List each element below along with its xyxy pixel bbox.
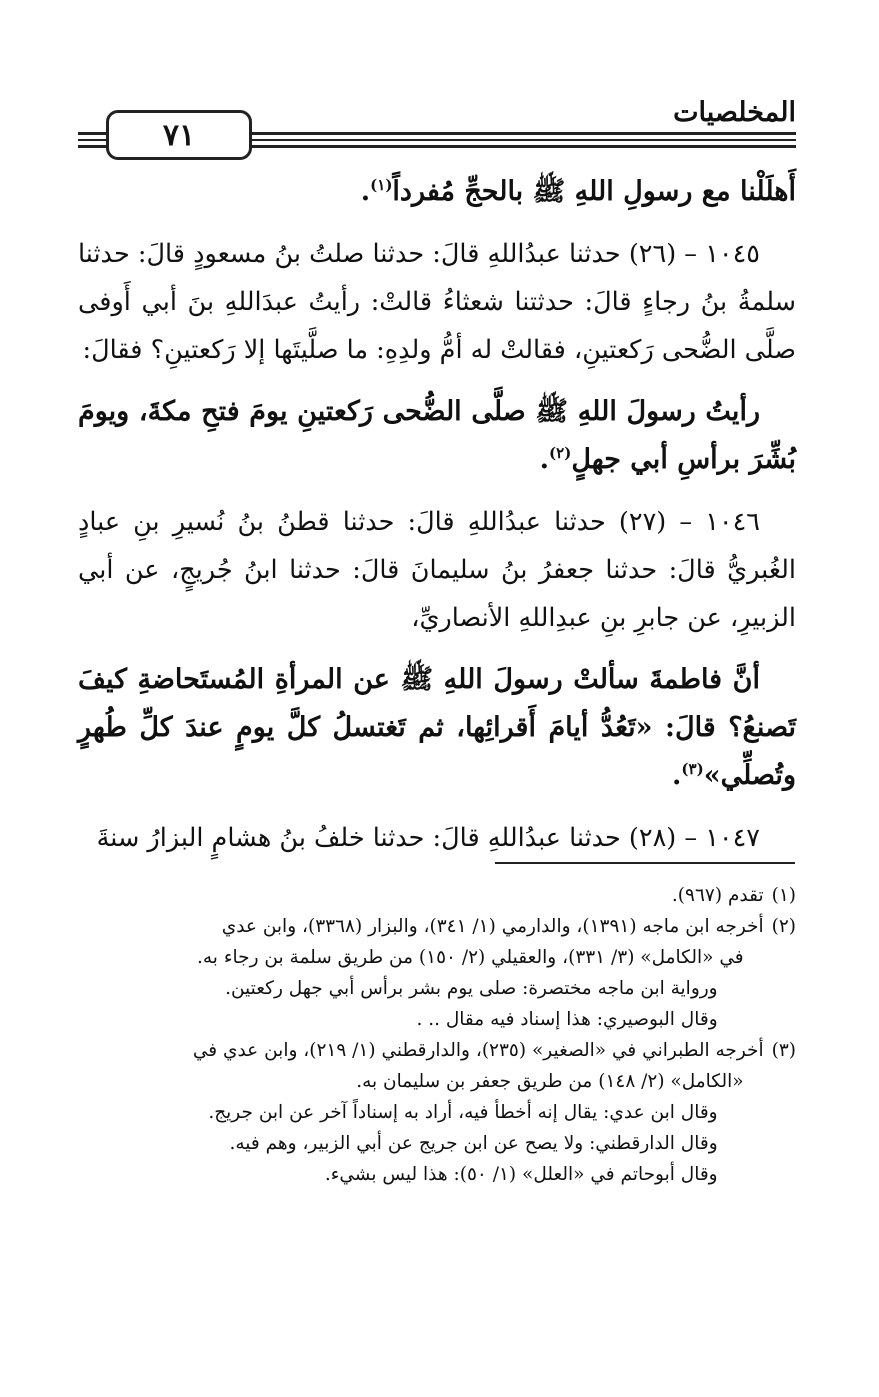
footnote-line: «الكامل» (٢/ ١٤٨) من طريق جعفر بن سليمان به. (356, 1071, 744, 1092)
footnote-item (78, 1035, 796, 1190)
footnote-marker: (٢) (549, 444, 572, 462)
footnote-line: وقال أبوحاتم في «العلل» (١/ ٥٠): هذا ليس بشيء. (324, 1164, 718, 1185)
footnote-line: وقال ابن عدي: يقال إنه أخطأ فيه، أراد به إسناداً آخر عن ابن جريج. (208, 1102, 718, 1123)
footnote-number: (١) (771, 885, 796, 906)
footnotes (78, 880, 796, 1190)
isnad-paragraph: ١٠٤٧ – (٢٨) حدثنا عبدُاللهِ قالَ: حدثنا خلفُ بنُ هشامٍ البزارُ سنةَ (96, 823, 760, 853)
footnote-number: (٣) (771, 1040, 796, 1061)
footnote-item (78, 880, 796, 911)
footnote-line: ورواية ابن ماجه مختصرة: صلى يوم بشر برأس أبي جهل ركعتين. (225, 978, 718, 999)
footnote-line: أخرجه الطبراني في «الصغير» (٢٣٥)، والدارقطني (١/ ٢١٩)، وابن عدي في (192, 1040, 764, 1061)
page-header (78, 96, 796, 166)
main-text (78, 168, 796, 876)
footnote-item (78, 911, 796, 1035)
footnote-separator (495, 862, 795, 864)
footnote-marker: (١) (370, 176, 393, 194)
isnad-paragraph: ١٠٤٦ – (٢٧) حدثنا عبدُاللهِ قالَ: حدثنا قطنُ بنُ نُسيرِ بنِ عبادٍ الغُبريُّ قالَ: حدثنا جعفرُ بنُ سليمانَ قالَ: حدثنا ابنُ جُريجٍ، عن أبي الزبيرِ، عن جابرِ بنِ عبدِاللهِ الأنصاريِّ، (78, 507, 796, 633)
hadith-text: أَهلَلْنا مع رسولِ اللهِ ﷺ بالحجِّ مُفرداً$^{(١)}$. (360, 176, 796, 207)
page-number: ٧١ (106, 110, 252, 160)
isnad-paragraph: ١٠٤٥ – (٢٦) حدثنا عبدُاللهِ قالَ: حدثنا صلتُ بنُ مسعودٍ قالَ: حدثنا سلمةُ بنُ رجاءٍ قالَ: حدثتنا شعثاءُ قالتْ: رأيتُ عبدَاللهِ بنَ أبي أَوفى صلَّى الضُّحى رَكعتينِ، فقالتْ له أمُّ ولدِهِ: ما صلَّيتَها إلا رَكعتينِ؟ فقالَ: (78, 239, 796, 365)
hadith-text: رأيتُ رسولَ اللهِ ﷺ صلَّى الضُّحى رَكعتينِ يومَ فتحِ مكةَ، ويومَ بُشِّرَ برأسِ أبي جهلٍ$^{(٢)}$. (78, 396, 796, 475)
running-title: المخلصيات (663, 96, 796, 130)
footnote-line: في «الكامل» (٣/ ٣٣١)، والعقيلي (٢/ ١٥٠) من طريق سلمة بن رجاء به. (197, 947, 744, 968)
footnote-line: تقدم (٩٦٧). (671, 885, 764, 906)
footnote-marker: (٣) (681, 760, 704, 778)
hadith-text: أنَّ فاطمةَ سألتْ رسولَ اللهِ ﷺ عن المرأةِ المُستَحاضةِ كيفَ تَصنعُ؟ قالَ: «تَعُدُّ أيامَ أَقرائِها، ثم تَغتسلُ كلَّ يومٍ عندَ كلِّ طُهرٍ وتُصلِّي»$^{(٣)}$. (78, 664, 796, 791)
footnote-line: وقال الدارقطني: ولا يصح عن ابن جريج عن أبي الزبير، وهم فيه. (229, 1133, 718, 1154)
footnote-line: وقال البوصيري: هذا إسناد فيه مقال .. . (416, 1009, 718, 1030)
footnote-line: أخرجه ابن ماجه (١٣٩١)، والدارمي (١/ ٣٤١)، والبزار (٣٣٦٨)، وابن عدي (221, 916, 764, 937)
footnote-number: (٢) (771, 916, 796, 937)
